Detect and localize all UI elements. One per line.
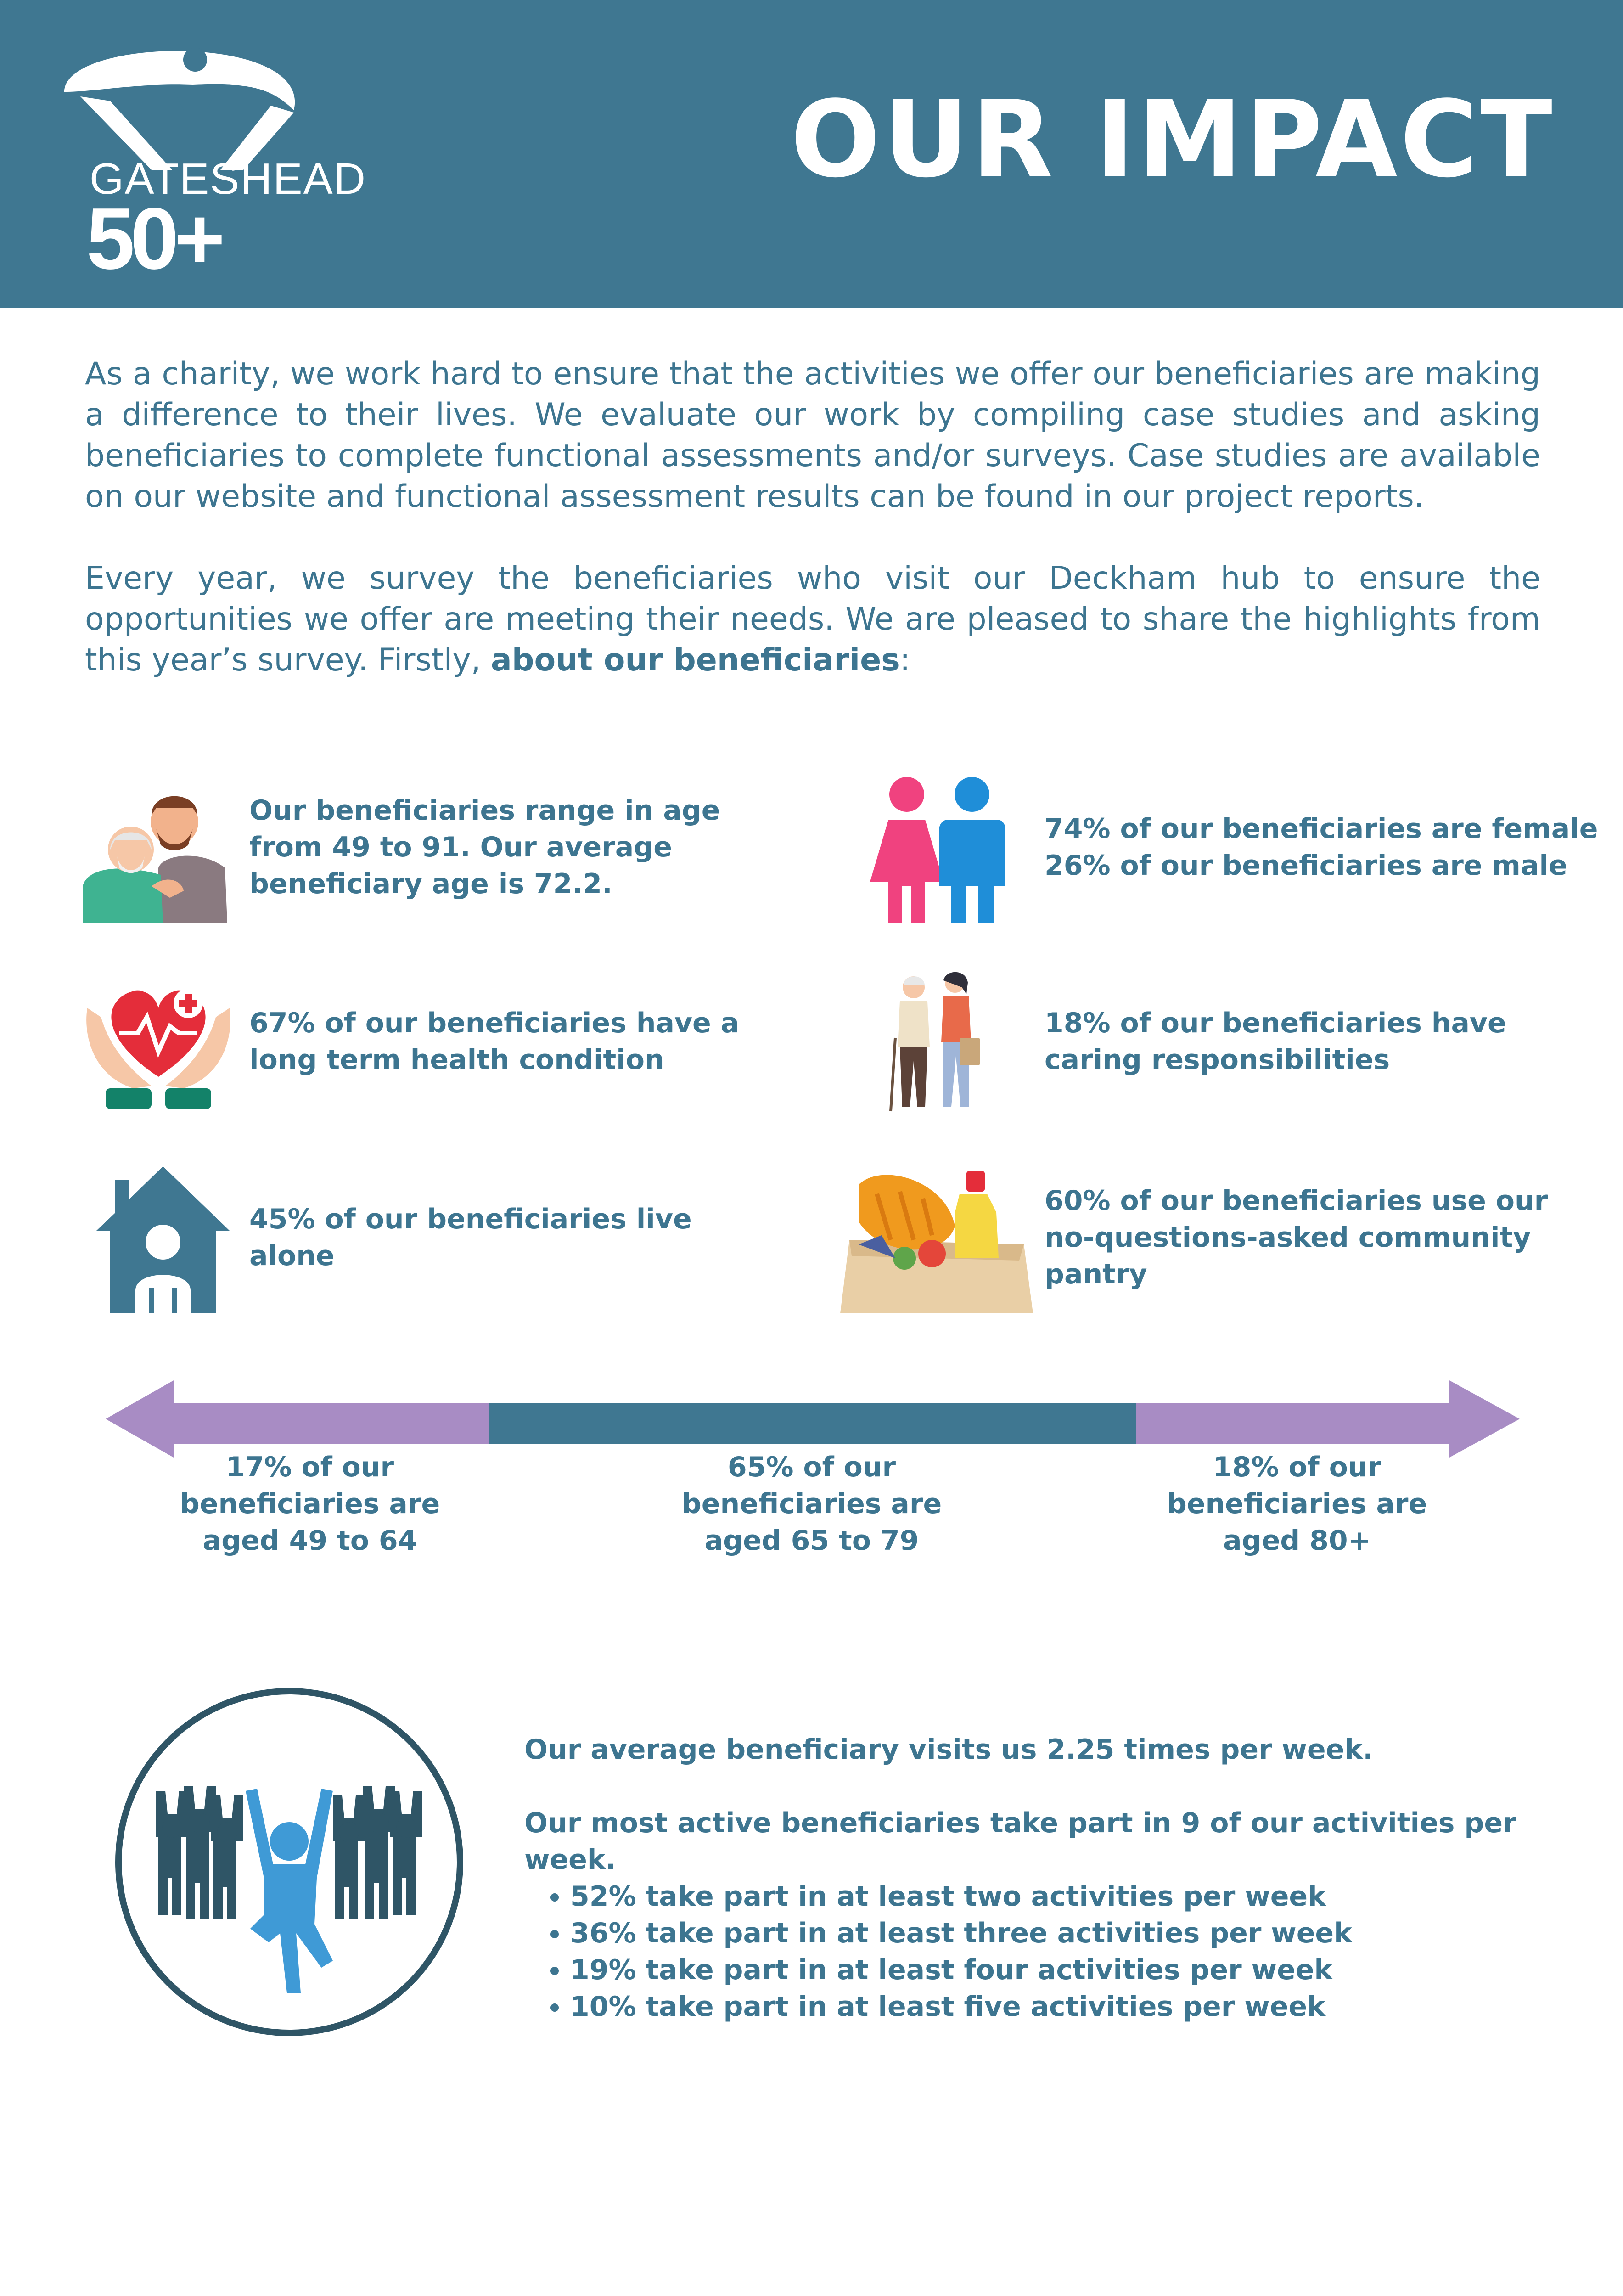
age-band-line: beneficiaries are: [180, 1488, 440, 1520]
intro-paragraph-2: [85, 558, 1540, 681]
stat-gender: [1045, 810, 1598, 884]
age-band-label-3: [1136, 1449, 1458, 1559]
gender-icon: [870, 776, 1008, 923]
stat-pantry-line: pantry: [1045, 1258, 1147, 1290]
stat-caring-line: caring responsibilities: [1045, 1044, 1390, 1076]
age-band-line: 18% of our: [1213, 1451, 1382, 1483]
heart-in-hands-icon: [83, 971, 234, 1114]
age-band-label-1: [149, 1449, 471, 1559]
stat-caring: [1045, 1005, 1506, 1078]
intro-paragraph-2-lead: Every year, we survey the beneficiaries who visit our Deckham hub to ensure the opportunities we offer are meeting their needs. We are pleased to share the highlights from this year’s survey. Firstly,: [85, 560, 1540, 678]
stat-health: [249, 1005, 739, 1078]
activity-most-active: Our most active beneficiaries take part in 9 of our activities per week.: [524, 1807, 1516, 1876]
house-icon: [96, 1166, 230, 1313]
page-title: OUR IMPACT: [790, 79, 1555, 201]
logo-emblem-icon: [55, 32, 340, 170]
intro-paragraph-1: As a charity, we work hard to ensure that the activities we offer our beneficiaries are making a difference to their lives. We evaluate our work by compiling case studies and asking beneficiaries to complete functional assessments and/or surveys. Case studies are available on our website and functional assessment results can be found in our project reports.: [85, 356, 1540, 515]
age-band-line: aged 65 to 79: [704, 1525, 919, 1557]
age-band-line: beneficiaries are: [1167, 1488, 1427, 1520]
food-bag-icon: [840, 1166, 1033, 1313]
crowd-icon: [112, 1685, 466, 2039]
stat-gender-female: 74% of our beneficiaries are female: [1045, 813, 1598, 845]
stat-age-range-line: beneficiary age is 72.2.: [249, 868, 612, 900]
carer-icon: [886, 969, 987, 1116]
stat-pantry-line: 60% of our beneficiaries use our: [1045, 1185, 1548, 1217]
logo-number: 50+: [86, 190, 221, 287]
age-band-segment-2: [489, 1403, 1136, 1444]
older-people-icon: [83, 776, 230, 923]
stat-live-alone-line: 45% of our beneficiaries live: [249, 1203, 692, 1235]
stat-age-range-line: from 49 to 91. Our average: [249, 831, 672, 863]
stat-pantry-line: no-questions-asked community: [1045, 1221, 1531, 1254]
list-item: • 36% take part in at least three activities per week: [570, 1915, 1580, 1952]
gateshead-logo: [55, 32, 366, 289]
stat-age-range: [249, 792, 720, 902]
age-band-arrow: [106, 1380, 1520, 1458]
stat-health-line: 67% of our beneficiaries have a: [249, 1007, 740, 1039]
intro-paragraph-2-end: :: [899, 642, 910, 678]
header-banner: [0, 0, 1623, 308]
stat-gender-male: 26% of our beneficiaries are male: [1045, 850, 1567, 882]
stat-live-alone-line: alone: [249, 1240, 335, 1272]
logo-wordmark: GATESHEAD: [90, 154, 366, 203]
list-item: • 10% take part in at least five activities per week: [570, 1988, 1580, 2025]
age-band-line: 17% of our: [225, 1451, 394, 1483]
age-band-line: beneficiaries are: [681, 1488, 942, 1520]
age-band-label-2: [651, 1449, 972, 1559]
stat-pantry: [1045, 1182, 1548, 1293]
activity-visits: Our average beneficiary visits us 2.25 times per week.: [524, 1733, 1374, 1766]
activity-summary: [524, 1731, 1580, 2025]
intro-emphasis: about our beneficiaries: [490, 642, 900, 678]
age-band-line: 65% of our: [727, 1451, 896, 1483]
list-item: • 52% take part in at least two activities per week: [570, 1878, 1580, 1915]
activity-list: [524, 1878, 1580, 2025]
stat-age-range-line: Our beneficiaries range in age: [249, 794, 720, 827]
list-item: • 19% take part in at least four activities per week: [570, 1952, 1580, 1988]
age-band-line: aged 80+: [1223, 1525, 1371, 1557]
stat-caring-line: 18% of our beneficiaries have: [1045, 1007, 1506, 1039]
age-band-segment-3: [1136, 1380, 1520, 1458]
stat-live-alone: [249, 1201, 692, 1274]
stat-health-line: long term health condition: [249, 1044, 664, 1076]
age-band-line: aged 49 to 64: [202, 1525, 417, 1557]
intro-text: [85, 354, 1540, 721]
age-band-segment-1: [106, 1380, 489, 1458]
